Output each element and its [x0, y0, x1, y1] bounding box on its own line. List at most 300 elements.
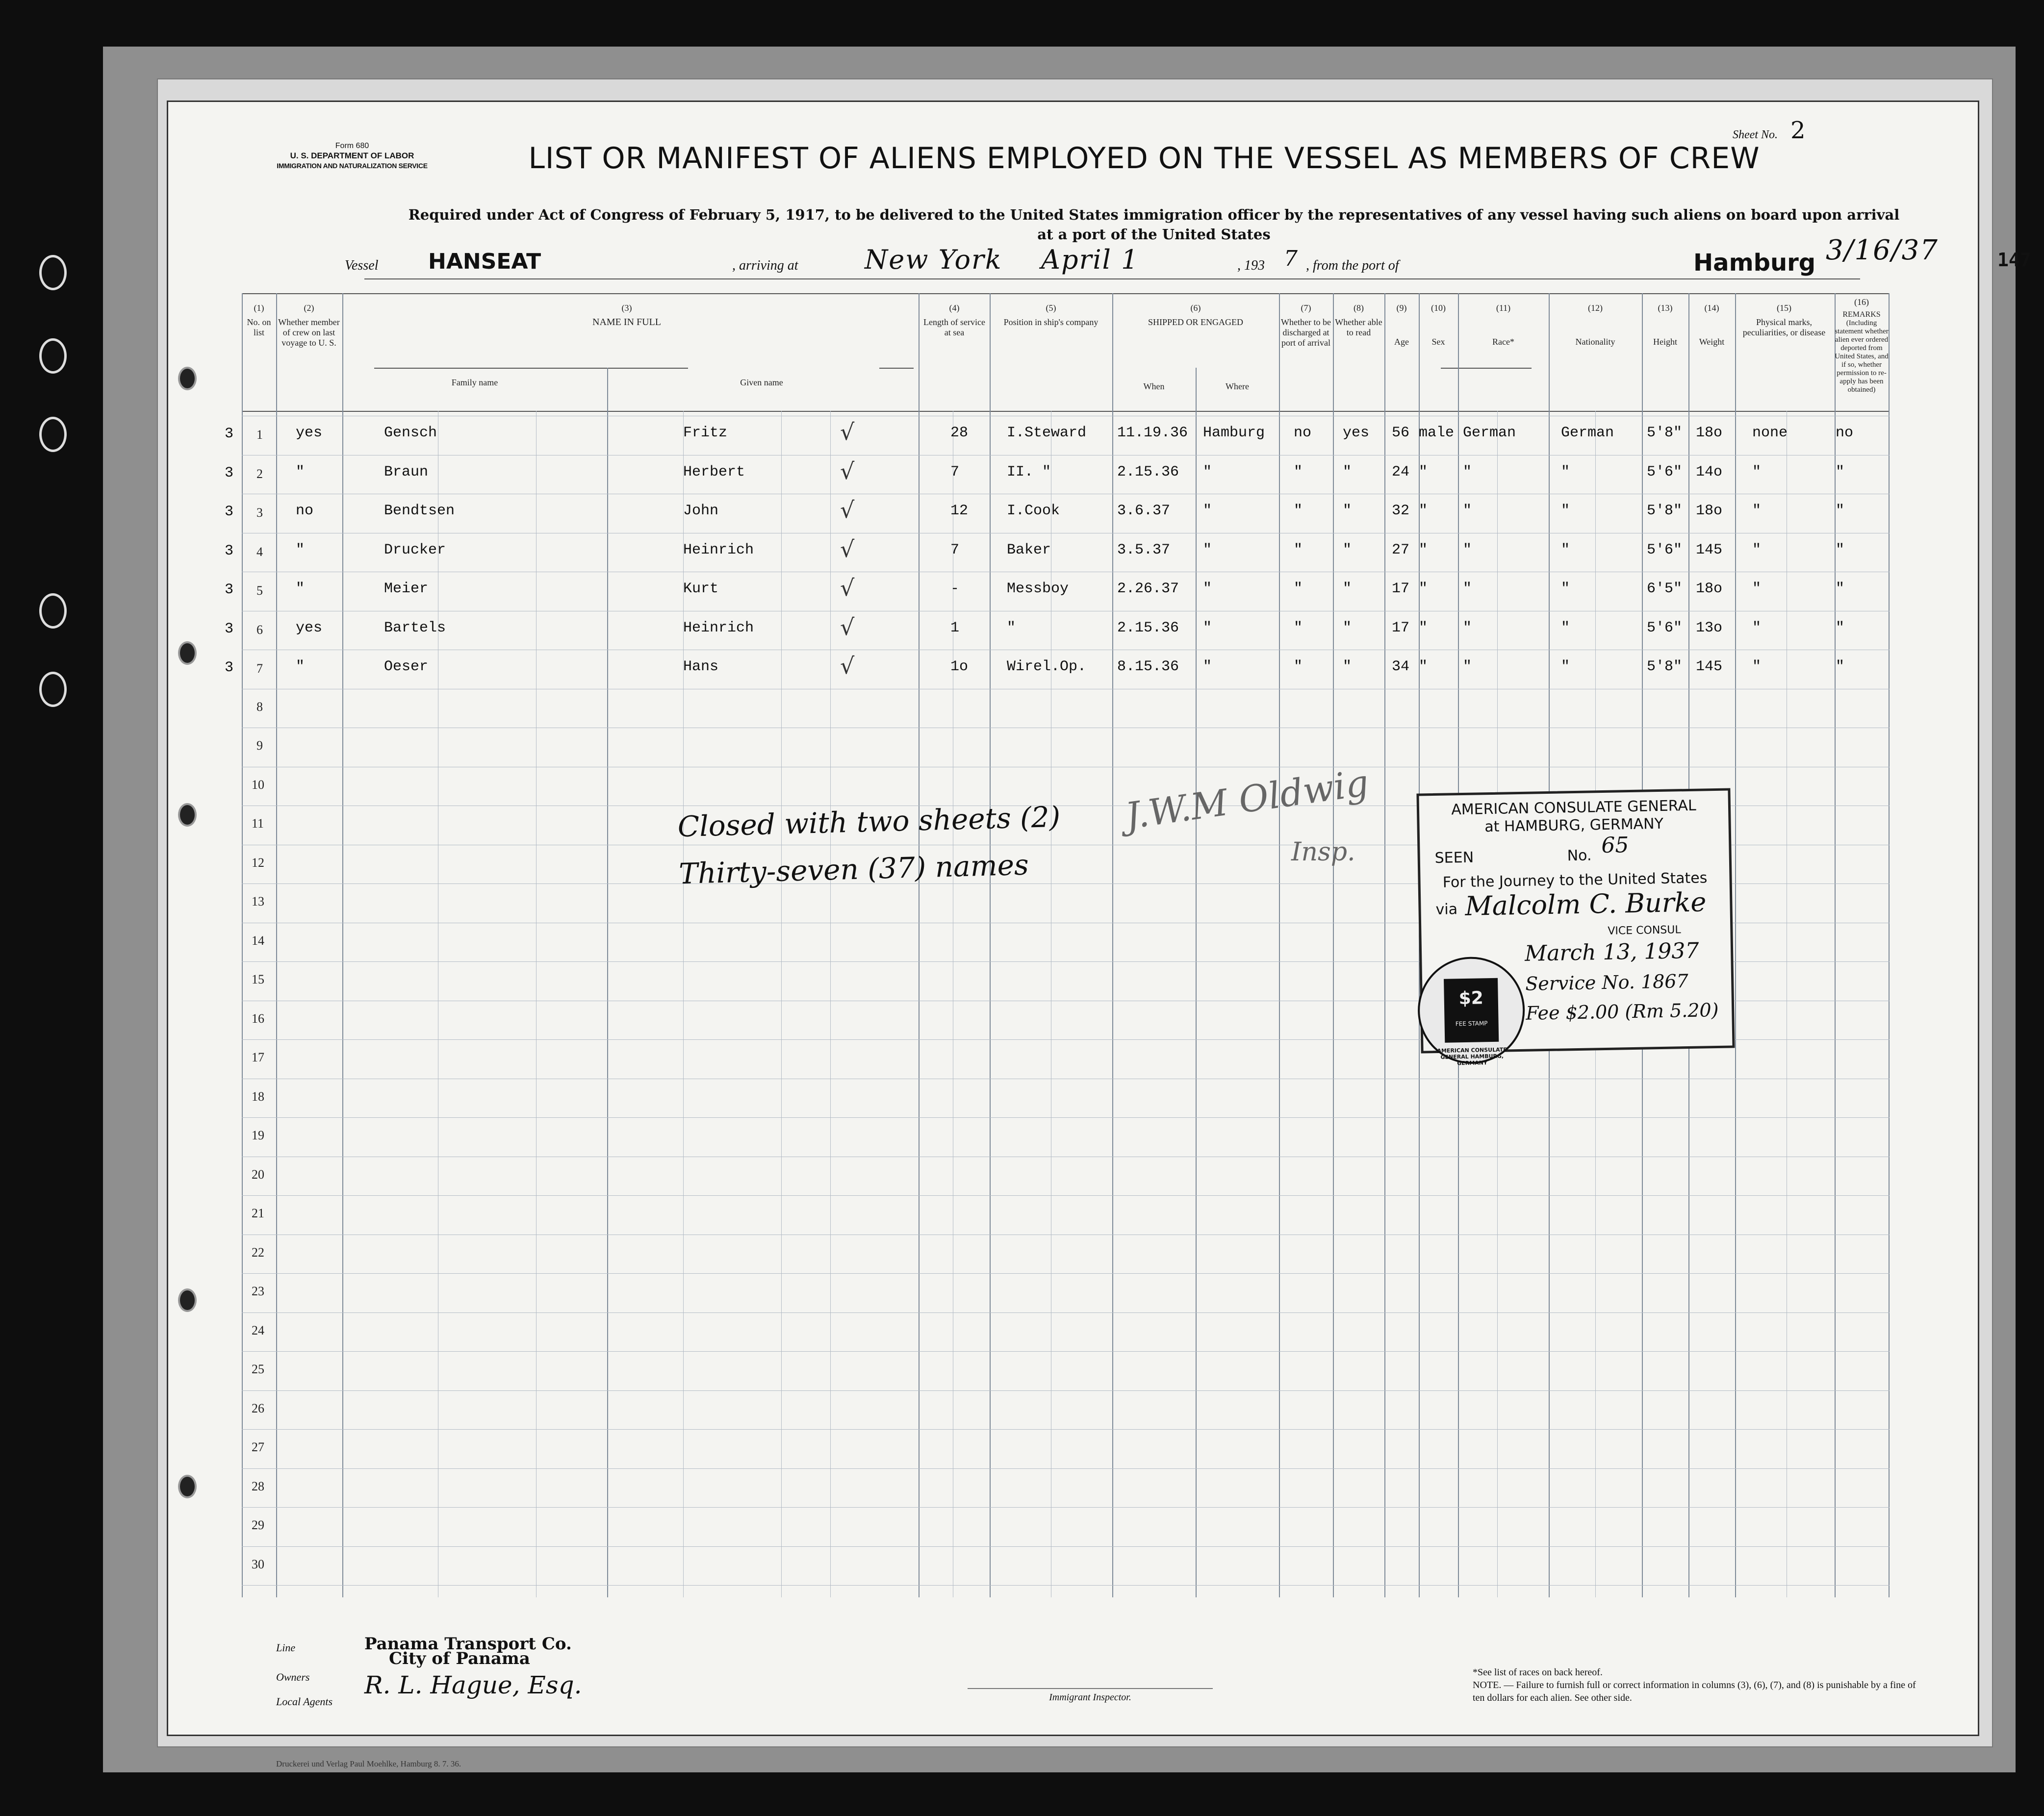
- col-num: (9): [1396, 303, 1407, 313]
- cell-sex: male: [1419, 425, 1455, 441]
- row-number: 27: [252, 1440, 264, 1454]
- col-label: Physical marks, peculiarities, or disease: [1742, 317, 1826, 337]
- inspector-signature-title: Insp.: [1291, 837, 1355, 867]
- col-num: (10): [1431, 303, 1446, 313]
- col-label: Whether member of crew on last voyage to U. S.: [278, 317, 340, 348]
- grid-guide-rule: [536, 411, 537, 1597]
- row-number: 10: [252, 777, 264, 792]
- col-num: (14): [1704, 303, 1719, 313]
- cell-when: 3.5.37: [1117, 541, 1171, 558]
- year-prefix: , 193: [1237, 258, 1265, 273]
- cell-nationality: ": [1561, 580, 1570, 597]
- col-label: Race*: [1492, 337, 1514, 347]
- arriving-port: New York: [865, 244, 1002, 275]
- row-number: 29: [252, 1518, 264, 1532]
- col-label: REMARKS: [1842, 310, 1881, 319]
- grid-column-rule: [1279, 293, 1280, 1597]
- subtitle-line-1: Required under Act of Congress of February 5, 1917, to be delivered to the United States immigration officer by the representatives of any vessel having such aliens on board upon arrival: [408, 206, 1900, 223]
- vessel-underline: [364, 278, 1860, 279]
- from-port: Hamburg: [1693, 249, 1816, 277]
- grid-column-rule: [342, 293, 343, 1597]
- cell-discharged: ": [1294, 619, 1303, 636]
- row-number: 8: [256, 699, 263, 714]
- form-header: [271, 141, 433, 171]
- cell-when: 11.19.36: [1117, 425, 1188, 441]
- row-number: 11: [252, 816, 264, 831]
- col-label: SHIPPED OR ENGAGED: [1148, 317, 1243, 327]
- consulate-stamp: [1416, 788, 1735, 1067]
- consul-title: VICE CONSUL: [1608, 924, 1681, 937]
- cell-service: 1o: [950, 658, 969, 675]
- cell-when: 3.6.37: [1117, 503, 1171, 519]
- row-number: 22: [252, 1245, 264, 1260]
- cell-service: -: [950, 580, 960, 597]
- grid-row-rule: [242, 1507, 1890, 1508]
- col-head-given: Given name: [740, 378, 783, 387]
- check-mark: √: [840, 419, 855, 445]
- punch-hole: [39, 255, 67, 290]
- cell-where: ": [1203, 658, 1212, 675]
- cell-last-voyage: no: [296, 503, 314, 519]
- col-head-4: [920, 303, 989, 338]
- closing-line-1: Closed with two sheets (2): [677, 800, 1061, 844]
- vessel-label: Vessel: [345, 258, 379, 273]
- cell-height: 5'8": [1647, 425, 1683, 441]
- grid-row-rule: [242, 1117, 1890, 1118]
- cell-last-voyage: yes: [296, 619, 323, 636]
- grid-row-rule: [242, 1585, 1890, 1586]
- cell-nationality: ": [1561, 541, 1570, 558]
- grid-guide-rule: [830, 411, 831, 1597]
- row-number: 9: [256, 738, 263, 753]
- stamp-value: $2: [1458, 988, 1484, 1009]
- immigrant-inspector-line: Immigrant Inspector.: [968, 1688, 1213, 1703]
- cell-age: 34: [1392, 658, 1410, 675]
- cell-when: 2.15.36: [1117, 463, 1179, 480]
- cell-discharged: ": [1294, 503, 1303, 519]
- cell-read: ": [1343, 503, 1352, 519]
- grid-column-rule: [990, 293, 991, 1597]
- col-head-8: [1333, 303, 1384, 338]
- cell-given: Hans: [683, 658, 719, 675]
- cell-sex: ": [1419, 619, 1428, 636]
- col-num: (16): [1854, 298, 1869, 307]
- cell-remarks: ": [1836, 463, 1845, 480]
- col-num: (15): [1777, 303, 1791, 313]
- col-label: Nationality: [1575, 337, 1615, 347]
- subtitle: [315, 205, 1993, 244]
- row-number: 28: [252, 1479, 264, 1493]
- arriving-label: , arriving at: [732, 258, 798, 273]
- row-number: 1: [256, 428, 263, 442]
- punch-hole: [39, 672, 67, 707]
- col-label: Sex: [1431, 337, 1445, 347]
- grid-row-rule: [242, 1468, 1890, 1469]
- punch-hole: [39, 593, 67, 629]
- row-number: 15: [252, 972, 264, 986]
- cell-discharged: ": [1294, 658, 1303, 675]
- cell-family: Drucker: [384, 541, 446, 558]
- col-head-3: [342, 303, 911, 328]
- row-number: 16: [252, 1011, 264, 1026]
- grid-column-rule: [242, 293, 243, 1597]
- check-mark: √: [840, 575, 855, 601]
- col-head-13: [1642, 303, 1688, 347]
- cell-height: 5'8": [1647, 503, 1683, 519]
- row-prefix: 3: [225, 464, 234, 481]
- punch-hole: [178, 803, 197, 827]
- cell-service: 1: [950, 619, 960, 636]
- cell-remarks: ": [1836, 619, 1845, 636]
- cell-remarks: ": [1836, 658, 1845, 675]
- grid-row-rule: [242, 1195, 1890, 1196]
- cell-where: Hamburg: [1203, 425, 1265, 441]
- page-counter: 147: [1997, 249, 2031, 271]
- cell-position: Wirel.Op.: [1007, 658, 1087, 675]
- grid-header-rule: [374, 368, 688, 369]
- cell-race: German: [1463, 425, 1516, 441]
- grid-column-rule: [1835, 293, 1836, 1597]
- col-sublabel: (Including statement whether alien ever ordered deported from United States, and if so, whether permission to re-apply has been obtained): [1835, 319, 1889, 394]
- sheet-number-value: 2: [1790, 117, 1806, 144]
- col-label: NAME IN FULL: [592, 317, 661, 328]
- cell-family: Braun: [384, 463, 429, 480]
- cell-discharged: no: [1294, 425, 1312, 441]
- cell-family: Bendtsen: [384, 503, 455, 519]
- row-prefix: 3: [225, 504, 234, 520]
- cell-read: yes: [1343, 425, 1370, 441]
- col-head-10: [1419, 303, 1458, 347]
- row-prefix: 3: [225, 542, 234, 559]
- cell-height: 6'5": [1647, 580, 1683, 597]
- cell-where: ": [1203, 619, 1212, 636]
- cell-read: ": [1343, 580, 1352, 597]
- cell-last-voyage: ": [296, 463, 305, 480]
- col-head-14: [1688, 303, 1735, 347]
- line-label: Line: [276, 1641, 296, 1654]
- cell-discharged: ": [1294, 580, 1303, 597]
- cell-position: Messboy: [1007, 580, 1069, 597]
- col-label: Age: [1394, 337, 1409, 347]
- agents-label: Local Agents: [276, 1695, 333, 1708]
- grid-subcolumn-rule: [607, 368, 608, 1597]
- grid-row-rule: [242, 1390, 1890, 1391]
- cell-remarks: ": [1836, 503, 1845, 519]
- cell-read: ": [1343, 619, 1352, 636]
- col-label: No. on list: [247, 317, 271, 337]
- cell-weight: 18o: [1696, 503, 1723, 519]
- cell-nationality: ": [1561, 658, 1570, 675]
- cell-when: 2.15.36: [1117, 619, 1179, 636]
- grid-subcolumn-rule: [1196, 368, 1197, 1597]
- row-number: 5: [256, 583, 263, 598]
- punch-hole: [178, 1475, 197, 1498]
- cell-where: ": [1203, 503, 1212, 519]
- cell-marks: ": [1752, 580, 1762, 597]
- fee-text: Fee $2.00 (Rm 5.20): [1525, 999, 1719, 1024]
- grid-column-rule: [1333, 293, 1334, 1597]
- cell-given: John: [683, 503, 719, 519]
- arrival-date: April 1: [1041, 244, 1139, 275]
- cell-family: Gensch: [384, 425, 437, 441]
- cell-race: ": [1463, 580, 1472, 597]
- row-number: 13: [252, 894, 264, 908]
- row-prefix: 3: [225, 426, 234, 442]
- col-head-16: [1835, 298, 1889, 408]
- cell-read: ": [1343, 658, 1352, 675]
- cell-discharged: ": [1294, 541, 1303, 558]
- grid-column-rule: [1735, 293, 1736, 1597]
- row-number: 3: [256, 505, 263, 520]
- check-mark: √: [840, 457, 855, 484]
- table-row: [168, 102, 1816, 141]
- row-number: 17: [252, 1050, 264, 1064]
- punch-hole: [39, 338, 67, 374]
- cell-marks: ": [1752, 463, 1762, 480]
- grid-guide-rule: [781, 411, 782, 1597]
- cell-service: 7: [950, 463, 960, 480]
- cell-remarks: ": [1836, 541, 1845, 558]
- cell-marks: ": [1752, 658, 1762, 675]
- punch-hole: [178, 641, 197, 665]
- cell-height: 5'6": [1647, 619, 1683, 636]
- cell-when: 8.15.36: [1117, 658, 1179, 675]
- col-num: (1): [254, 303, 264, 313]
- col-head-where: Where: [1226, 381, 1249, 391]
- check-mark: √: [840, 613, 855, 640]
- footnote: [1473, 1666, 1929, 1704]
- row-prefix: 3: [225, 581, 234, 598]
- cell-race: ": [1463, 619, 1472, 636]
- from-port-label: , from the port of: [1306, 258, 1399, 273]
- cell-marks: ": [1752, 619, 1762, 636]
- grid-header-rule: [1441, 368, 1532, 369]
- cell-nationality: ": [1561, 503, 1570, 519]
- cell-discharged: ": [1294, 463, 1303, 480]
- cell-sex: ": [1419, 503, 1428, 519]
- col-num: (13): [1658, 303, 1673, 313]
- cell-service: 12: [950, 503, 969, 519]
- consulate-line-1: AMERICAN CONSULATE GENERAL: [1451, 797, 1696, 819]
- cell-marks: ": [1752, 503, 1762, 519]
- page-title: LIST OR MANIFEST OF ALIENS EMPLOYED ON THE VESSEL AS MEMBERS OF CREW: [528, 141, 1760, 176]
- col-label: Whether able to read: [1335, 317, 1382, 337]
- cell-height: 5'6": [1647, 541, 1683, 558]
- row-prefix: 3: [225, 620, 234, 637]
- col-label: Position in ship's company: [1003, 317, 1099, 327]
- cell-age: 27: [1392, 541, 1410, 558]
- col-num: (5): [1046, 303, 1056, 313]
- cell-family: Meier: [384, 580, 429, 597]
- cell-remarks: ": [1836, 580, 1845, 597]
- cell-weight: 18o: [1696, 580, 1723, 597]
- col-head-family: Family name: [451, 378, 498, 387]
- grid-column-rule: [276, 293, 277, 1597]
- stamp-text: FEE STAMP: [1455, 1020, 1488, 1028]
- cell-service: 7: [950, 541, 960, 558]
- cell-where: ": [1203, 541, 1212, 558]
- consulate-line-2: at HAMBURG, GERMANY: [1484, 815, 1664, 836]
- cell-where: ": [1203, 580, 1212, 597]
- date-note: 3/16/37: [1826, 234, 1939, 266]
- cell-weight: 145: [1696, 658, 1723, 675]
- cell-sex: ": [1419, 658, 1428, 675]
- cell-weight: 14o: [1696, 463, 1723, 480]
- col-head-6: [1112, 303, 1279, 328]
- cell-service: 28: [950, 425, 969, 441]
- cell-height: 5'8": [1647, 658, 1683, 675]
- cell-nationality: ": [1561, 463, 1570, 480]
- cell-age: 56: [1392, 425, 1410, 441]
- col-num: (3): [621, 303, 632, 313]
- col-head-12: [1549, 303, 1642, 347]
- row-number: 30: [252, 1557, 264, 1571]
- cell-age: 32: [1392, 503, 1410, 519]
- footnote-2: NOTE. — Failure to furnish full or correct information in columns (3), (6), (7), and (8) is punishable by a fine of ten dollars for each alien. See other side.: [1473, 1680, 1916, 1703]
- cell-nationality: German: [1561, 425, 1614, 441]
- seen-label: SEEN: [1434, 849, 1474, 867]
- cell-given: Herbert: [683, 463, 745, 480]
- row-number: 21: [252, 1206, 264, 1220]
- cell-age: 17: [1392, 580, 1410, 597]
- cell-last-voyage: ": [296, 580, 305, 597]
- agents-value: R. L. Hague, Esq.: [364, 1671, 582, 1699]
- col-num: (8): [1354, 303, 1364, 313]
- row-number: 7: [256, 661, 263, 676]
- no-label: No.: [1567, 847, 1592, 865]
- cell-when: 2.26.37: [1117, 580, 1179, 597]
- row-number: 24: [252, 1323, 264, 1337]
- grid-row-rule: [242, 1351, 1890, 1352]
- cell-position: I.Cook: [1007, 503, 1060, 519]
- footnote-1: *See list of races on back hereof.: [1473, 1667, 1603, 1678]
- col-label: Length of service at sea: [923, 317, 985, 337]
- cell-where: ": [1203, 463, 1212, 480]
- row-number: 18: [252, 1089, 264, 1104]
- row-number: 26: [252, 1401, 264, 1415]
- closing-note: [677, 793, 1062, 897]
- punch-hole: [39, 417, 67, 452]
- consulate-seal: [1417, 956, 1526, 1065]
- cell-sex: ": [1419, 541, 1428, 558]
- col-num: (11): [1496, 303, 1511, 313]
- check-mark: √: [840, 535, 855, 562]
- vessel-name: HANSEAT: [428, 249, 541, 274]
- grid-column-rule: [1384, 293, 1385, 1597]
- service-number: Service No. 1867: [1525, 970, 1689, 995]
- grid-column-rule: [1889, 293, 1890, 1597]
- consul-signature: Malcolm C. Burke: [1464, 886, 1707, 922]
- grid-column-rule: [1112, 293, 1113, 1597]
- col-num: (12): [1588, 303, 1603, 313]
- cell-position: II. ": [1007, 463, 1051, 480]
- grid-row-rule: [242, 1429, 1890, 1430]
- journey-text: For the Journey to the United States: [1442, 869, 1708, 891]
- col-num: (7): [1301, 303, 1311, 313]
- cell-read: ": [1343, 463, 1352, 480]
- punch-hole: [178, 1288, 197, 1312]
- col-head-when: When: [1143, 381, 1165, 391]
- cell-given: Heinrich: [683, 619, 754, 636]
- closing-line-2: Thirty-seven (37) names: [678, 848, 1029, 891]
- department: U. S. DEPARTMENT OF LABOR: [290, 151, 414, 160]
- form-number: Form 680: [335, 142, 369, 150]
- grid-row-rule: [242, 1312, 1890, 1313]
- cell-family: Bartels: [384, 619, 446, 636]
- col-label: Whether to be discharged at port of arrival: [1281, 317, 1331, 348]
- cell-weight: 13o: [1696, 619, 1723, 636]
- cell-race: ": [1463, 463, 1472, 480]
- cell-race: ": [1463, 658, 1472, 675]
- cell-given: Fritz: [683, 425, 728, 441]
- col-head-5: [990, 303, 1112, 328]
- col-head-9: [1384, 303, 1419, 347]
- manifest-page: [167, 101, 2031, 1768]
- cell-family: Oeser: [384, 658, 429, 675]
- cell-weight: 145: [1696, 541, 1723, 558]
- cell-read: ": [1343, 541, 1352, 558]
- grid-row-rule: [242, 1546, 1890, 1547]
- cell-marks: ": [1752, 541, 1762, 558]
- service-name: IMMIGRATION AND NATURALIZATION SERVICE: [277, 162, 428, 170]
- col-label: Weight: [1699, 337, 1725, 347]
- cell-sex: ": [1419, 580, 1428, 597]
- sheet-number-label: Sheet No.: [1733, 128, 1778, 141]
- seal-text: AMERICAN CONSULATE GENERAL HAMBURG, GERMANY: [1437, 1046, 1507, 1067]
- col-num: (4): [949, 303, 960, 313]
- owners-label: Owners: [276, 1671, 310, 1683]
- grid-header-rule: [879, 368, 914, 369]
- cell-marks: none: [1752, 425, 1788, 441]
- col-head-7: [1279, 303, 1333, 348]
- cell-nationality: ": [1561, 619, 1570, 636]
- col-head-15: [1735, 303, 1833, 338]
- col-num: (6): [1190, 303, 1201, 313]
- subtitle-line-2: at a port of the United States: [1037, 226, 1271, 243]
- check-mark: √: [840, 497, 855, 523]
- cell-given: Heinrich: [683, 541, 754, 558]
- cell-race: ": [1463, 503, 1472, 519]
- fee-stamp: [1444, 978, 1499, 1043]
- cell-position: ": [1007, 619, 1016, 636]
- row-number: 12: [252, 855, 264, 870]
- row-number: 2: [256, 466, 263, 481]
- no-value: 65: [1601, 832, 1629, 858]
- punch-hole: [178, 367, 197, 390]
- inspector-signature: J.W.M Oldwig: [1123, 761, 1372, 838]
- col-head-1: [242, 303, 276, 338]
- row-prefix: 3: [225, 659, 234, 676]
- row-number: 6: [256, 622, 263, 637]
- col-label: Height: [1653, 337, 1677, 347]
- col-num: (2): [304, 303, 314, 313]
- row-number: 4: [256, 544, 263, 559]
- check-mark: √: [840, 653, 855, 679]
- row-number: 20: [252, 1167, 264, 1182]
- col-head-11: [1458, 303, 1549, 347]
- row-number: 25: [252, 1362, 264, 1376]
- cell-age: 17: [1392, 619, 1410, 636]
- cell-race: ": [1463, 541, 1472, 558]
- printer-imprint: Druckerei und Verlag Paul Moehlke, Hamburg 8. 7. 36.: [276, 1759, 461, 1768]
- row-number: 19: [252, 1128, 264, 1142]
- consul-date: March 13, 1937: [1524, 938, 1699, 966]
- row-number: 14: [252, 933, 264, 948]
- cell-position: I.Steward: [1007, 425, 1087, 441]
- owners-value: City of Panama: [389, 1649, 530, 1668]
- cell-last-voyage: ": [296, 541, 305, 558]
- line-value: Panama Transport Co.: [364, 1634, 572, 1654]
